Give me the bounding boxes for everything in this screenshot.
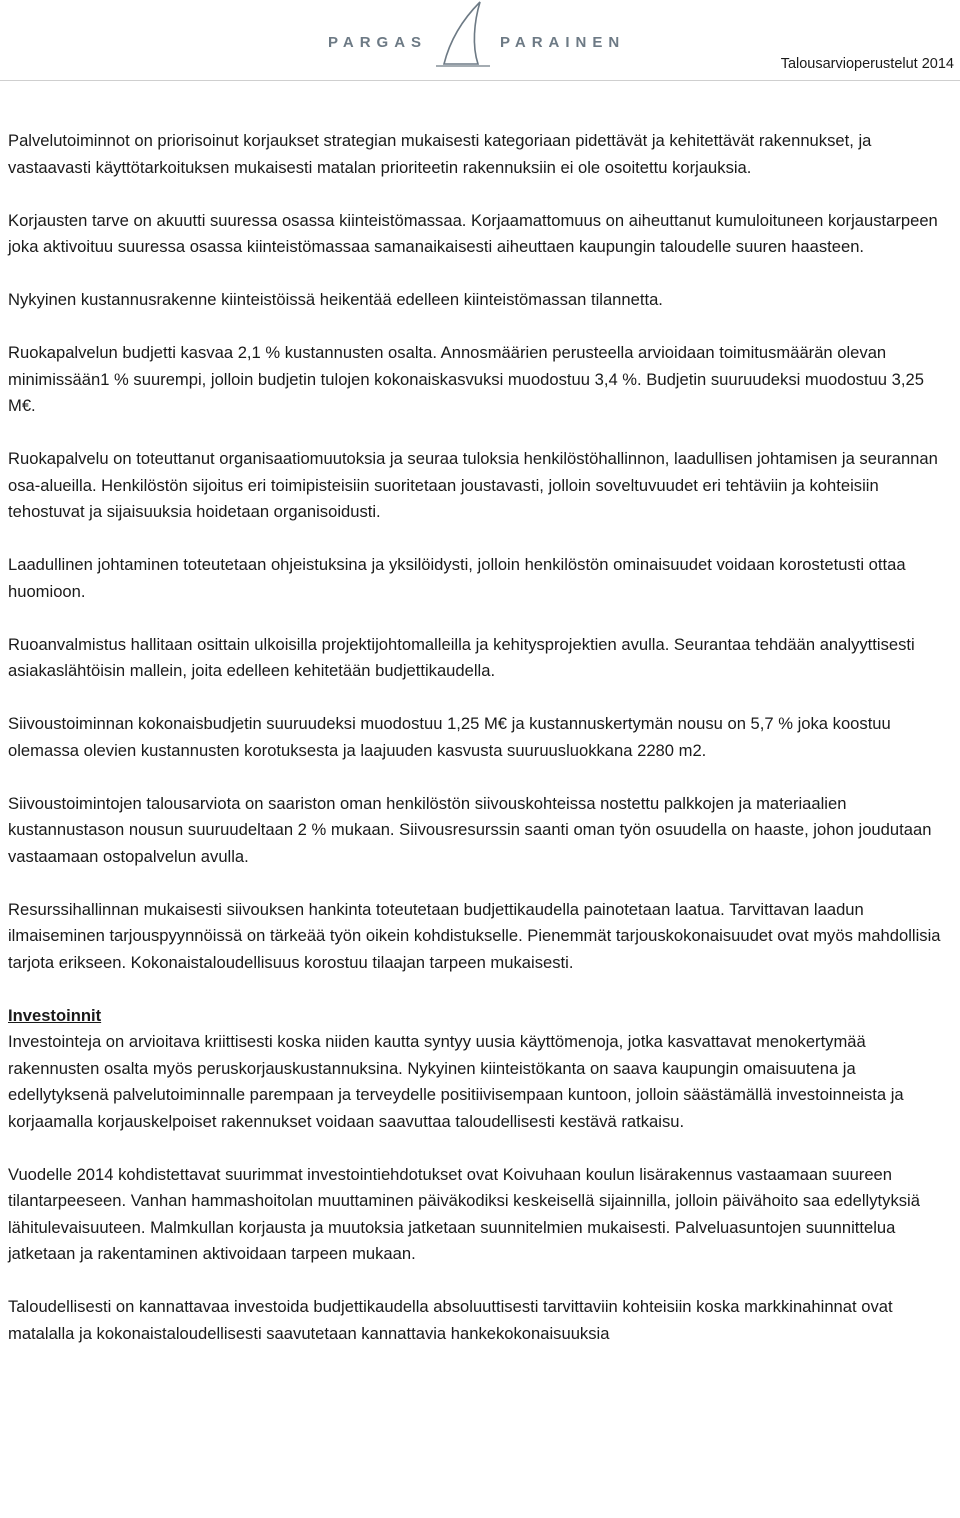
- logo-text-parainen: PARAINEN: [500, 34, 626, 51]
- paragraph: Ruokapalvelu on toteuttanut organisaatiomuutoksia ja seuraa tuloksia henkilöstöhallinnon, laadullisen johtamisen ja seurannan osa-alueilla. Henkilöstön sijoitus eri toimipisteisiin suoritetaan joustavasti, jolloin soveltuvuudet eri tehtäviin ja kohteisiin tehostuvat ja sijaisuuksia hoidetaan organisoidusti.: [8, 449, 938, 521]
- logo-text-pargas: PARGAS: [328, 34, 428, 51]
- paragraph: Ruokapalvelun budjetti kasvaa 2,1 % kustannusten osalta. Annosmäärien perusteella arvioidaan toimitusmäärän olevan minimissään1 % suurempi, jolloin budjetin tulojen kokonaiskasvuksi muodostuu 3,4 %. Budjetin suuruudeksi muodostuu 3,25 M€.: [8, 343, 924, 415]
- paragraph: Palvelutoiminnot on priorisoinut korjaukset strategian mukaisesti kategoriaan pidettävät ja kehitettävät rakennukset, ja vastaavasti käyttötarkoituksen mukaisesti matalan prioriteetin rakennuksiin ei ole osoitettu korjauksia.: [8, 131, 872, 177]
- paragraph: Resurssihallinnan mukaisesti siivouksen hankinta toteutetaan budjettikaudella painotetaan laatua. Tarvittavan laadun ilmaiseminen tarjouspyynnöissä on tärkeää työn oikein kohdistukselle. Pienemmät tarjouskokonaisuudet ovat myös mahdollisia tarjota erikseen. Kokonaistaloudellisuus korostuu tilaajan tarpeen mukaisesti.: [8, 899, 941, 972]
- page-header: [0, 0, 960, 90]
- paragraph: Korjausten tarve on akuutti suuressa osassa kiinteistömassaa. Korjaamattomuus on aiheuttanut kumuloituneen korjaustarpeen joka aktivoituu suuressa osassa kiinteistömassaa samanaikaisesti aiheuttaen kaupungin taloudelle suuren haasteen.: [8, 210, 938, 256]
- sail-icon: [428, 0, 498, 70]
- paragraph: Taloudellisesti on kannattavaa investoida budjettikaudella absoluuttisesti tarvittaviin kohteisiin koska markkinahinnat ovat matalalla ja kokonaistaloudellisesti saavutetaan kannattavia hankekokonaisuuksia: [8, 1297, 893, 1343]
- paragraph: Ruoanvalmistus hallitaan osittain ulkoisilla projektijohtomalleilla ja kehitysprojektien avulla. Seurantaa tehdään analyyttisesti asiakaslähtöisin mallein, joita edelleen kehitetään budjettikaudella.: [8, 634, 915, 680]
- paragraph: Siivoustoimintojen talousarviota on saariston oman henkilöstön siivouskohteissa nostettu palkkojen ja materiaalien kustannustason nousun suuruudeltaan 2 % mukaan. Siivousresurssin saanti oman työn osuudella on haaste, johon joudutaan vastaamaan ostopalvelun avulla.: [8, 793, 932, 866]
- paragraph: Investointeja on arvioitava kriittisesti koska niiden kautta syntyy uusia käyttömenoja, jotka kasvattavat menokertymää rakennusten osalta myös peruskorjauskustannuksina. Nykyinen kiinteistökanta on saava kaupungin omaisuutena ja edellytyksenä palvelutoiminnalle parempaan ja terveydelle positiivisempaan kuntoon, jolloin säästämällä investoinneista ja korjaamalla korjauskelpoiset rakennukset voidaan saavuttaa taloudellisesti kestävä ratkaisu.: [8, 1032, 904, 1131]
- document-body: [8, 128, 952, 1374]
- header-divider: [0, 80, 960, 81]
- paragraph: Siivoustoiminnan kokonaisbudjetin suuruudeksi muodostuu 1,25 M€ ja kustannuskertymän nousu on 5,7 % joka koostuu olemassa olevien kustannusten korotuksesta ja laajuuden kasvusta suuruusluokkana 2280 m2.: [8, 714, 891, 760]
- section-heading-investoinnit: Investoinnit: [8, 1005, 102, 1025]
- document-title: Talousarvioperustelut 2014: [780, 56, 954, 72]
- paragraph: Laadullinen johtaminen toteutetaan ohjeistuksina ja yksilöidysti, jolloin henkilöstön ominaisuudet voidaan korostetusti ottaa huomioon.: [8, 555, 906, 601]
- paragraph: Vuodelle 2014 kohdistettavat suurimmat investointiehdotukset ovat Koivuhaan koulun lisärakennus vastaamaan suureen tilantarpeeseen. Vanhan hammashoitolan muuttaminen päiväkodiksi keskeisellä sijainnilla, jolloin päivähoito saa edellytyksiä lähitulevaisuuteen. Malmkullan korjausta ja muutoksia jatketaan suunnitelmien mukaisesti. Palveluasuntojen suunnittelua jatketaan ja rakentaminen aktivoidaan tarpeen mukaan.: [8, 1164, 920, 1263]
- paragraph: Nykyinen kustannusrakenne kiinteistöissä heikentää edelleen kiinteistömassan tilannetta.: [8, 290, 663, 309]
